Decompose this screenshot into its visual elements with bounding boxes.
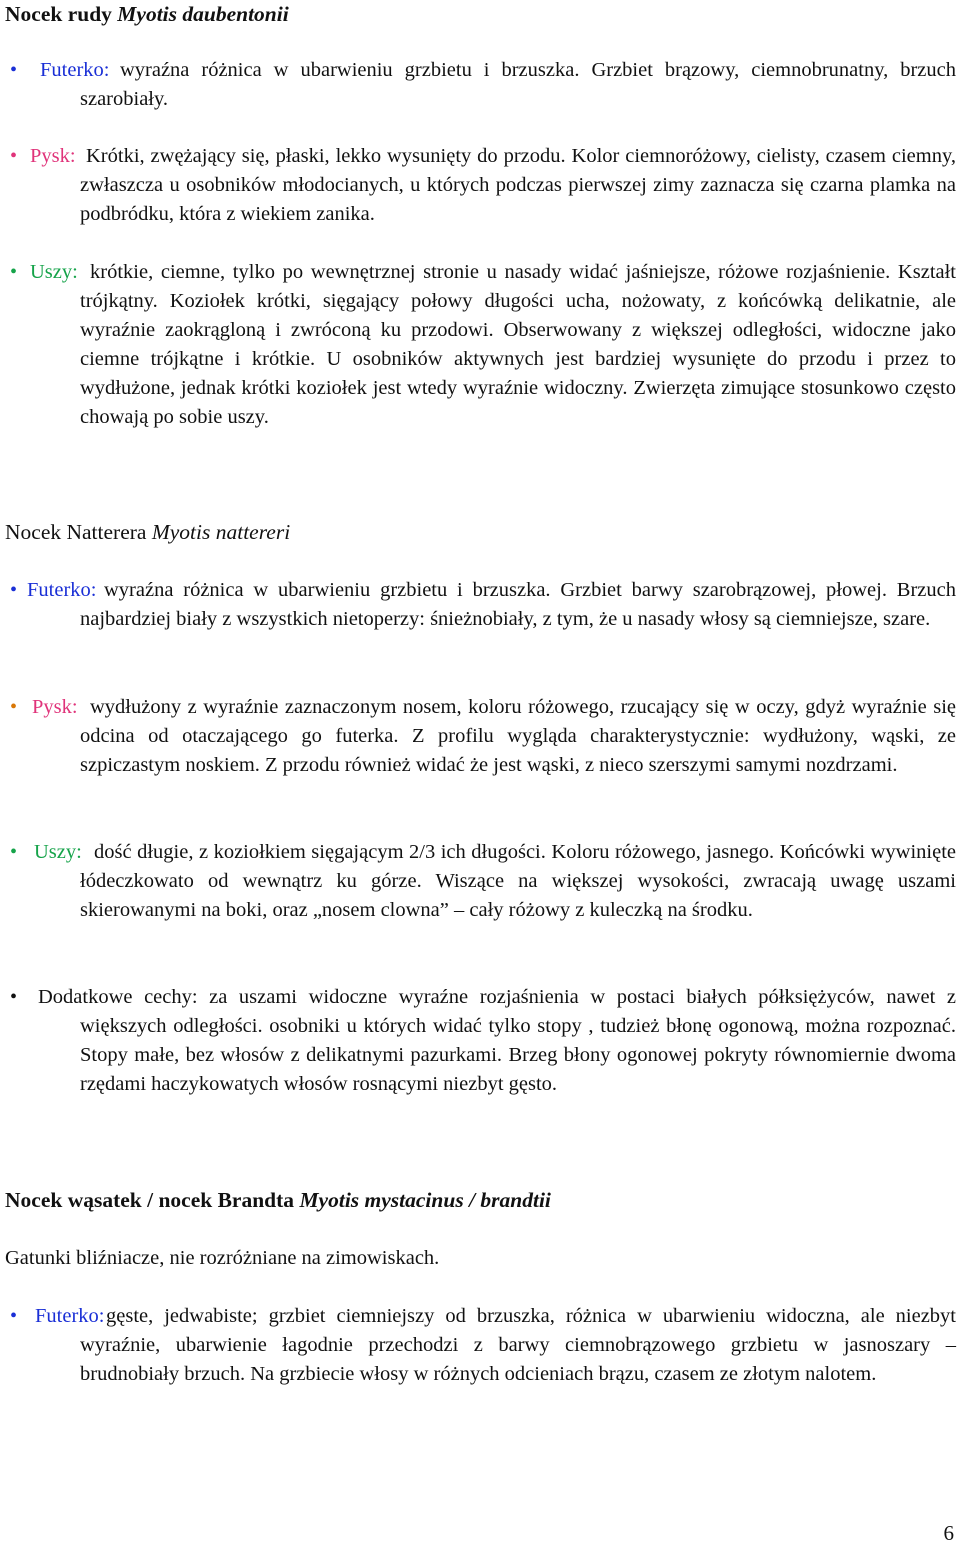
item-label: Pysk: (30, 145, 76, 167)
item-label: Pysk: (32, 696, 78, 718)
bullet-icon: • (10, 841, 18, 863)
item-label: Futerko: (40, 59, 110, 81)
heading-latin-name: Myotis mystacinus / brandtii (299, 1188, 551, 1212)
section-intro: Gatunki bliźniacze, nie rozróżniane na zimowiskach. (5, 1247, 440, 1269)
list-item-futerko (10, 56, 956, 114)
item-label: Uszy: (34, 841, 82, 863)
item-text: wydłużony z wyraźnie zaznaczonym nosem, koloru różowego, rzucający się w oczy, gdyż wyraźnie się odcina od otaczającego go futerka. Z profilu wygląda charakterystycznie: wydłużony, wąski, ze szpiczastym noskiem. Z przodu również widać że jest wąski, z nieco szerszymi samymi nozdrzami. (80, 696, 956, 776)
item-label: Uszy: (30, 261, 78, 283)
list-item-dodatkowe-cechy (10, 983, 956, 1099)
page-number: 6 (943, 1521, 954, 1545)
item-text: krótkie, ciemne, tylko po wewnętrznej stronie u nasady widać jaśniejsze, różowe rozjaśnienie. Kształt trójkątny. Koziołek krótki, sięgający połowy długości ucha, nożowaty, z końcówką delikatnie, ale wyraźnie zaokrągloną i zwróconą ku przodowi. Obserwowany z większej odległości, widoczne jako ciemne trójkątne i krótkie. U osobników aktywnych jest bardziej wysunięte do przodu i przez to wydłużone, jednak krótki koziołek jest wtedy wyraźnie widoczny. Zwierzęta zimujące stosunkowo często chowają po sobie uszy. (80, 261, 956, 428)
item-text: Dodatkowe cechy: za uszami widoczne wyraźne rozjaśnienia w postaci białych półksiężyców, nawet z większych odległości. osobniki u których widać tylko stopy , tudzież błonę ogonową, można rozpoznać. Stopy małe, bez włosów z delikatnymi pazurkami. Brzeg błony ogonowej pokryty równomiernie dwoma rzędami haczykowatych włosów rosnącymi niezbyt gęsto. (38, 986, 956, 1095)
list-item-futerko (10, 1302, 956, 1389)
bullet-icon: • (10, 986, 18, 1008)
heading-common-name: Nocek rudy (5, 2, 118, 26)
bullet-icon: • (10, 59, 18, 81)
section-heading-myotis-nattereri (5, 518, 290, 547)
heading-latin-name: Myotis nattereri (151, 520, 291, 544)
bullet-icon: • (10, 145, 18, 167)
heading-latin-name: Myotis daubentonii (117, 2, 289, 26)
item-text: Krótki, zwężający się, płaski, lekko wysunięty do przodu. Kolor ciemnoróżowy, cielisty, czasem ciemny, zwłaszcza u osobników młodocianych, u których podczas pierwszej zimy zaznacza się czarna plamka na podbródku, która z wiekiem zanika. (80, 145, 956, 225)
section-heading-myotis-mystacinus-brandtii (5, 1186, 551, 1215)
heading-common-name: Nocek wąsatek / nocek Brandta (5, 1188, 300, 1212)
bullet-icon: • (10, 1305, 18, 1327)
list-item-pysk (10, 142, 956, 229)
list-item-futerko (10, 576, 956, 634)
item-text: dość długie, z koziołkiem sięgającym 2/3 ich długości. Koloru różowego, jasnego. Końcówki wywinięte łódeczkowato od wewnątrz ku górze. Wiszące na większej wysokości, zwracają uwagę uszami skierowanymi na boki, oraz „nosem clowna” – cały różowy z kuleczką na środku. (80, 841, 956, 921)
heading-common-name: Nocek Natterera (5, 520, 152, 544)
list-item-pysk (10, 693, 956, 780)
list-item-uszy (10, 838, 956, 925)
list-item-uszy (10, 258, 956, 432)
item-label: Futerko: (27, 579, 97, 601)
item-text: wyraźna różnica w ubarwieniu grzbietu i brzuszka. Grzbiet brązowy, ciemnobrunatny, brzuch szarobiały. (80, 59, 956, 110)
bullet-icon: • (10, 261, 18, 283)
bullet-icon: • (10, 696, 18, 718)
section-heading-myotis-daubentonii (5, 0, 289, 29)
item-label: Futerko: (35, 1305, 105, 1327)
bullet-icon: • (10, 579, 18, 601)
item-text: wyraźna różnica w ubarwieniu grzbietu i brzuszka. Grzbiet barwy szarobrązowej, płowej. Brzuch najbardziej biały z wszystkich nietoperzy: śnieżnobiały, z tym, że u nasady włosy są ciemniejsze, szare. (80, 579, 956, 630)
item-text: gęste, jedwabiste; grzbiet ciemniejszy od brzuszka, różnica w ubarwieniu widoczna, ale niezbyt wyraźnie, ubarwienie łagodnie przechodzi z barwy ciemnobrązowego grzbietu w jasnoszary – brudnobiały brzuch. Na grzbiecie włosy w różnych odcieniach brązu, czasem ze złotym nalotem. (80, 1305, 956, 1385)
